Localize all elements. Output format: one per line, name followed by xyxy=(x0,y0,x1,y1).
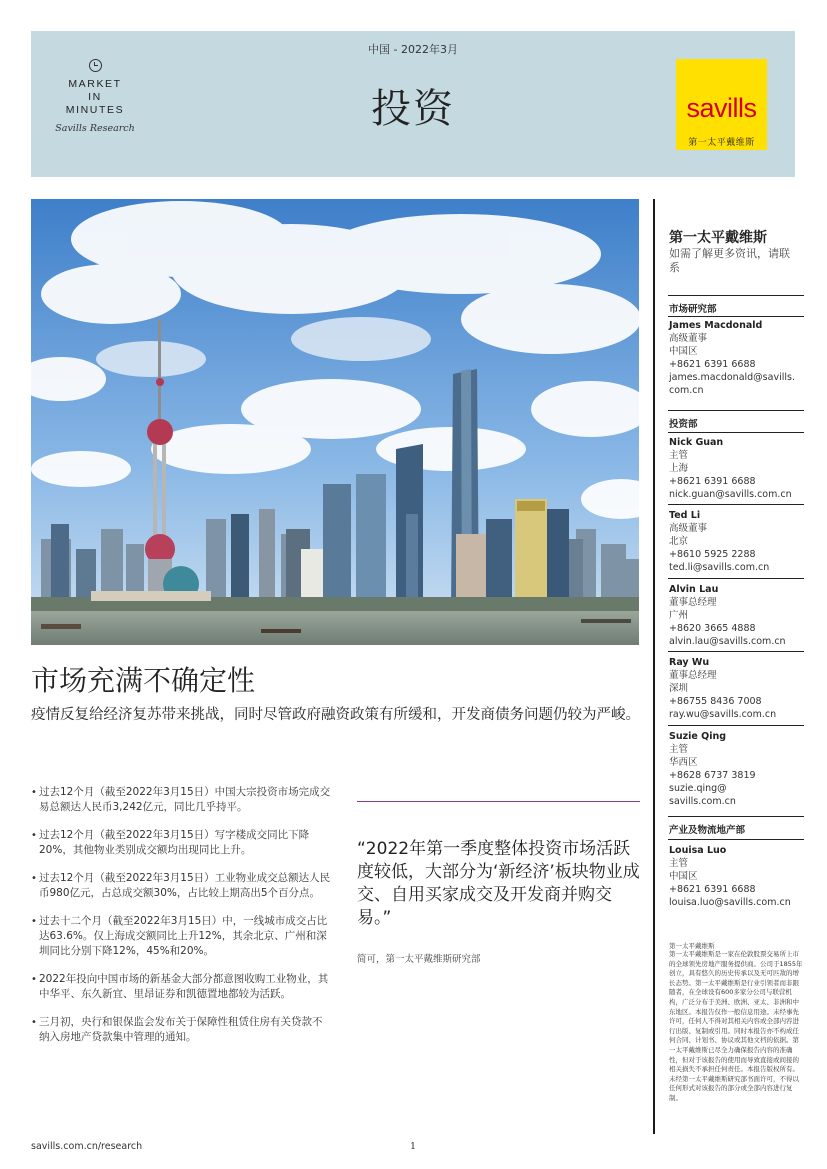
contact-card xyxy=(669,319,799,397)
quote-attribution: 简可，第一太平戴维斯研究部 xyxy=(357,954,481,965)
header-banner xyxy=(31,31,795,177)
quote-divider xyxy=(357,801,640,802)
contact-title: 主管 xyxy=(669,858,689,869)
contact-card xyxy=(669,436,799,501)
contact-email[interactable]: ted.li@savills.com.cn xyxy=(669,562,770,573)
department-name: 投资部 xyxy=(669,419,698,430)
page-title: 投资 xyxy=(371,86,455,132)
issue-date: 中国 - 2022年3月 xyxy=(368,43,458,56)
contact-card xyxy=(669,509,799,574)
contact-email[interactable]: alvin.lau@savills.com.cn xyxy=(669,636,786,647)
contact-name: Suzie Qing xyxy=(669,731,727,742)
section-divider xyxy=(668,816,804,817)
article-subhead: 疫情反复给经济复苏带来挑战，同时尽管政府融资政策有所缓和，开发商债务问题仍较为严峻。 xyxy=(31,707,640,723)
section-divider xyxy=(668,578,804,579)
savills-logo xyxy=(676,59,767,150)
contact-email-cont[interactable]: savills.com.cn xyxy=(669,796,736,807)
department-heading xyxy=(669,416,799,430)
series-subtitle: Savills Research xyxy=(55,123,135,134)
contact-title: 高级董事 xyxy=(669,333,708,344)
contact-region: 广州 xyxy=(669,610,689,621)
contact-phone[interactable]: +8628 6737 3819 xyxy=(669,770,756,781)
disclaimer-block xyxy=(669,941,805,1104)
series-line-3: MINUTES xyxy=(65,104,125,116)
logo-wordmark: savills xyxy=(686,93,757,123)
contact-region: 中国区 xyxy=(669,871,698,882)
contact-name: Alvin Lau xyxy=(669,584,719,595)
list-item: • 三月初，央行和银保监会发布关于保障性租赁住房有关贷款不纳入房地产贷款集中管理的通知。 xyxy=(31,1015,331,1045)
contact-title: 高级董事 xyxy=(669,523,708,534)
page-number: 1 xyxy=(410,1141,417,1152)
department-heading xyxy=(669,822,799,836)
contact-email-cont[interactable]: com.cn xyxy=(669,385,704,396)
logo-chinese-name: 第一太平戴维斯 xyxy=(688,138,755,148)
contact-email[interactable]: louisa.luo@savills.com.cn xyxy=(669,897,791,908)
section-divider xyxy=(668,651,804,652)
contact-card xyxy=(669,583,799,648)
list-item: • 过去12个月（截至2022年3月15日）中国大宗投资市场完成交易总额达人民币3,242亿元，同比几乎持平。 xyxy=(31,785,331,815)
contact-email[interactable]: suzie.qing@ xyxy=(669,783,727,794)
contact-name: Louisa Luo xyxy=(669,845,727,856)
section-divider xyxy=(668,839,804,840)
contact-phone[interactable]: +8621 6391 6688 xyxy=(669,476,756,487)
contact-title: 董事总经理 xyxy=(669,670,717,681)
pull-quote: “2022年第一季度整体投资市场活跃度较低，大部分为‘新经济’板块物业成交、自用买家成交及开发商并购交易。” xyxy=(357,839,640,928)
contact-card xyxy=(669,730,799,808)
disclaimer-title: 第一太平戴维斯 xyxy=(669,942,715,950)
section-divider xyxy=(668,410,804,411)
series-line-1: MARKET xyxy=(68,78,122,90)
contact-region: 深圳 xyxy=(669,683,689,694)
contact-region: 中国区 xyxy=(669,346,698,357)
contact-card xyxy=(669,844,799,909)
contact-phone[interactable]: +8621 6391 6688 xyxy=(669,359,756,370)
section-divider xyxy=(668,504,804,505)
market-in-minutes-mark xyxy=(53,59,137,134)
department-heading xyxy=(669,301,799,315)
contact-name: Ray Wu xyxy=(669,657,710,668)
sidebar-divider xyxy=(653,199,655,1134)
sidebar-company-name: 第一太平戴维斯 xyxy=(669,230,767,246)
contact-name: James Macdonald xyxy=(669,320,763,331)
list-item: • 过去十二个月（截至2022年3月15日）中，一线城市成交占比达63.6%。仅上海成交额同比上升12%，其余北京、广州和深圳同比分别下降12%，45%和20%。 xyxy=(31,914,331,959)
list-item: • 过去12个月（截至2022年3月15日）工业物业成交总额达人民币980亿元，占总成交额30%，占比较上期高出5个百分点。 xyxy=(31,871,331,901)
contact-email[interactable]: nick.guan@savills.com.cn xyxy=(669,489,792,500)
contact-phone[interactable]: +8620 3665 4888 xyxy=(669,623,756,634)
contact-title: 董事总经理 xyxy=(669,597,717,608)
contact-name: Ted Li xyxy=(669,510,701,521)
key-points-list xyxy=(31,785,331,1058)
contact-email[interactable]: ray.wu@savills.com.cn xyxy=(669,709,777,720)
contact-region: 上海 xyxy=(669,463,689,474)
footer-url[interactable]: savills.com.cn/research xyxy=(31,1141,143,1152)
contact-phone[interactable]: +8610 5925 2288 xyxy=(669,549,756,560)
article-headline: 市场充满不确定性 xyxy=(31,664,256,697)
list-item: • 2022年投向中国市场的新基金大部分都意图收购工业物业，其中华平、东久新宜、里昂证券和凯德置地都较为活跃。 xyxy=(31,972,331,1002)
section-divider xyxy=(668,432,804,433)
contact-email[interactable]: james.macdonald@savills. xyxy=(669,372,795,383)
list-item: • 过去12个月（截至2022年3月15日）写字楼成交同比下降20%，其他物业类别成交额均出现同比上升。 xyxy=(31,828,331,858)
department-name: 产业及物流地产部 xyxy=(669,825,746,836)
contact-title: 主管 xyxy=(669,744,689,755)
contact-card xyxy=(669,656,799,721)
department-name: 市场研究部 xyxy=(669,304,717,315)
contact-phone[interactable]: +8621 6391 6688 xyxy=(669,884,756,895)
contact-name: Nick Guan xyxy=(669,437,724,448)
section-divider xyxy=(668,295,804,296)
sidebar-intro: 如需了解更多资讯，请联系 xyxy=(669,247,790,274)
contact-region: 华西区 xyxy=(669,757,698,768)
contact-phone[interactable]: +86755 8436 7008 xyxy=(669,696,762,707)
section-divider xyxy=(668,725,804,726)
shanghai-skyline-photo xyxy=(31,199,639,645)
section-divider xyxy=(668,316,804,317)
disclaimer-text: 第一太平戴维斯是一家在伦敦股票交易所上市的全球领先房地产服务提供商。公司于1855年创立，具有悠久的历史传承以及无可匹敌的增长态势。第一太平戴维斯是行业引领者而非跟随者，在全球设有600多家分公司与联营机构，广泛分布于美洲、欧洲、亚太、非洲和中东地区。本报告仅作一般信息用途。未经事先许可，任何人不得对其相关内容或全部内容进行出版、复制或引用。同时本报告亦不构成任何合同、计划书、协议或其他文档的依据。第一太平戴维斯已尽全力确保报告内容的准确性，但对于该报告的使用而导致直接或间接的相关损失不承担任何责任。本报告版权所有。未经第一太平戴维斯研究部书面许可，不得以任何形式对该报告的部分或全部内容进行复制。 xyxy=(669,950,803,1102)
series-line-2: IN xyxy=(88,91,102,103)
clock-icon xyxy=(89,59,102,72)
contact-region: 北京 xyxy=(669,536,689,547)
contact-title: 主管 xyxy=(669,450,689,461)
